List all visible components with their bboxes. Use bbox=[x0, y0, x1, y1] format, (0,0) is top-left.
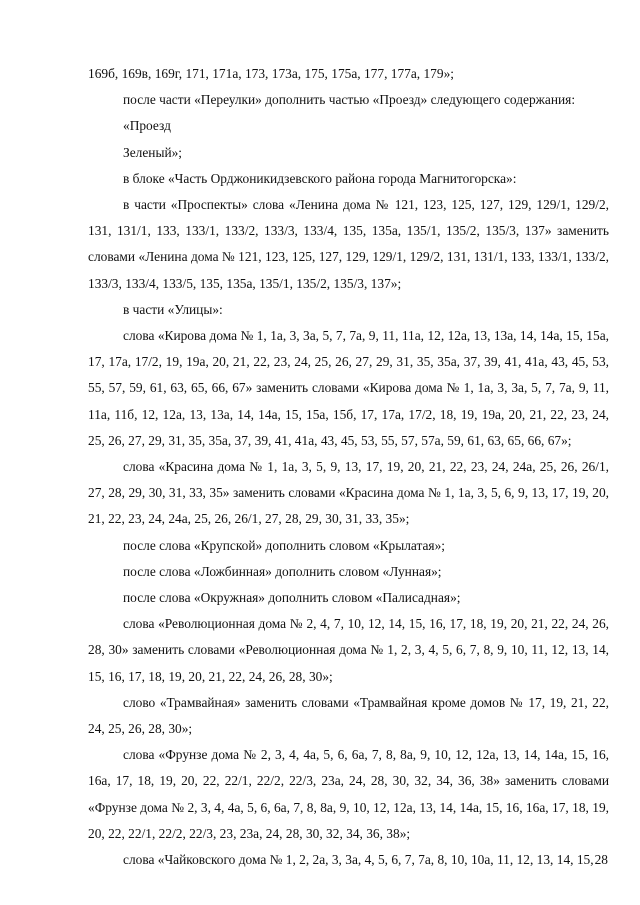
paragraph: после части «Переулки» дополнить частью «Проезд» следующего содержания: bbox=[123, 92, 576, 108]
document-body bbox=[88, 61, 609, 873]
paragraph: после слова «Ложбинная» дополнить словом «Лунная»; bbox=[123, 563, 442, 579]
paragraph: «Проезд bbox=[123, 118, 171, 134]
paragraph: слова «Красина дома № 1, 1а, 3, 5, 9, 13, 17, 19, 20, 21, 22, 23, 24, 24а, 25, 26, 26/1, 27, 28, 29, 30, 31, 33, 35» заменить словами «Красина дома № 1, 1а, 3, 5, 6, 9, 13, 17, 19, 20, 21, 22, 23, 24, 24а, 25, 26, 26/1, 27, 28, 29, 30, 31, 33, 35»; bbox=[88, 459, 609, 527]
paragraph: в блоке «Часть Орджоникидзевского района города Магнитогорска»: bbox=[123, 170, 517, 186]
paragraph: слова «Революционная дома № 2, 4, 7, 10, 12, 14, 15, 16, 17, 18, 19, 20, 21, 22, 24, 26, 28, 30» заменить словами «Революционная дома № 1, 2, 3, 4, 5, 6, 7, 8, 9, 10, 11, 12, 13, 14, 15, 16, 17, 18, 19, 20, 21, 22, 24, 26, 28, 30»; bbox=[88, 616, 609, 684]
paragraph: Зеленый»; bbox=[123, 144, 183, 160]
paragraph: слова «Фрунзе дома № 2, 3, 4, 4а, 5, 6, 6а, 7, 8, 8а, 9, 10, 12, 12а, 13, 14, 14а, 15, 16, 16а, 17, 18, 19, 20, 22, 22/1, 22/2, 22/3, 23а, 24, 28, 30, 32, 34, 36, 38» заменить словами «Фрунзе дома № 2, 3, 4, 4а, 5, 6, 6а, 7, 8, 8а, 9, 10, 12, 12а, 13, 14, 14а, 15, 16, 16а, 17, 18, 19, 20, 22, 22/1, 22/2, 22/3, 23, 23а, 24, 28, 30, 32, 34, 36, 38»; bbox=[88, 747, 609, 841]
paragraph: после слова «Крупской» дополнить словом «Крылатая»; bbox=[123, 537, 446, 553]
paragraph: после слова «Окружная» дополнить словом «Палисадная»; bbox=[123, 590, 461, 606]
paragraph: слово «Трамвайная» заменить словами «Трамвайная кроме домов № 17, 19, 21, 22, 24, 25, 26, 28, 30»; bbox=[88, 694, 609, 737]
paragraph: в части «Проспекты» слова «Ленина дома № 121, 123, 125, 127, 129, 129/1, 129/2, 131, 131/1, 133, 133/1, 133/2, 133/3, 133/4, 135, 135а, 135/1, 135/2, 135/3, 137» заменить словами «Ленина дома № 121, 123, 125, 127, 129, 129/1, 129/2, 131, 131/1, 133, 133/1, 133/2, 133/3, 133/4, 133/5, 135, 135а, 135/1, 135/2, 135/3, 137»; bbox=[88, 197, 609, 291]
paragraph: слова «Чайковского дома № 1, 2, 2а, 3, 3а, 4, 5, 6, 7, 7а, 8, 10, 10а, 11, 12, 13, 14, 15, bbox=[123, 852, 594, 868]
page-number: 28 bbox=[594, 852, 608, 867]
paragraph: 169б, 169в, 169г, 171, 171а, 173, 173а, 175, 175а, 177, 177а, 179»; bbox=[88, 66, 454, 81]
paragraph: слова «Кирова дома № 1, 1а, 3, 3а, 5, 7, 7а, 9, 11, 11а, 12, 12а, 13, 13а, 14, 14а, 15, 15а, 17, 17а, 17/2, 19, 19а, 20, 21, 22, 23, 24, 25, 26, 27, 29, 31, 35, 35а, 37, 39, 41, 41а, 43, 45, 53, 55, 57, 59, 61, 63, 65, 66, 67» заменить словами «Кирова дома № 1, 1а, 3, 3а, 5, 7, 7а, 9, 11, 11а, 11б, 12, 12а, 13, 13а, 14, 14а, 15, 15а, 15б, 17, 17а, 17/2, 18, 19, 19а, 20, 21, 22, 23, 24, 25, 26, 27, 29, 31, 35, 35а, 37, 39, 41, 41а, 43, 45, 53, 55, 57, 57а, 59, 61, 63, 65, 66, 67»; bbox=[88, 328, 609, 448]
paragraph: в части «Улицы»: bbox=[123, 301, 223, 317]
